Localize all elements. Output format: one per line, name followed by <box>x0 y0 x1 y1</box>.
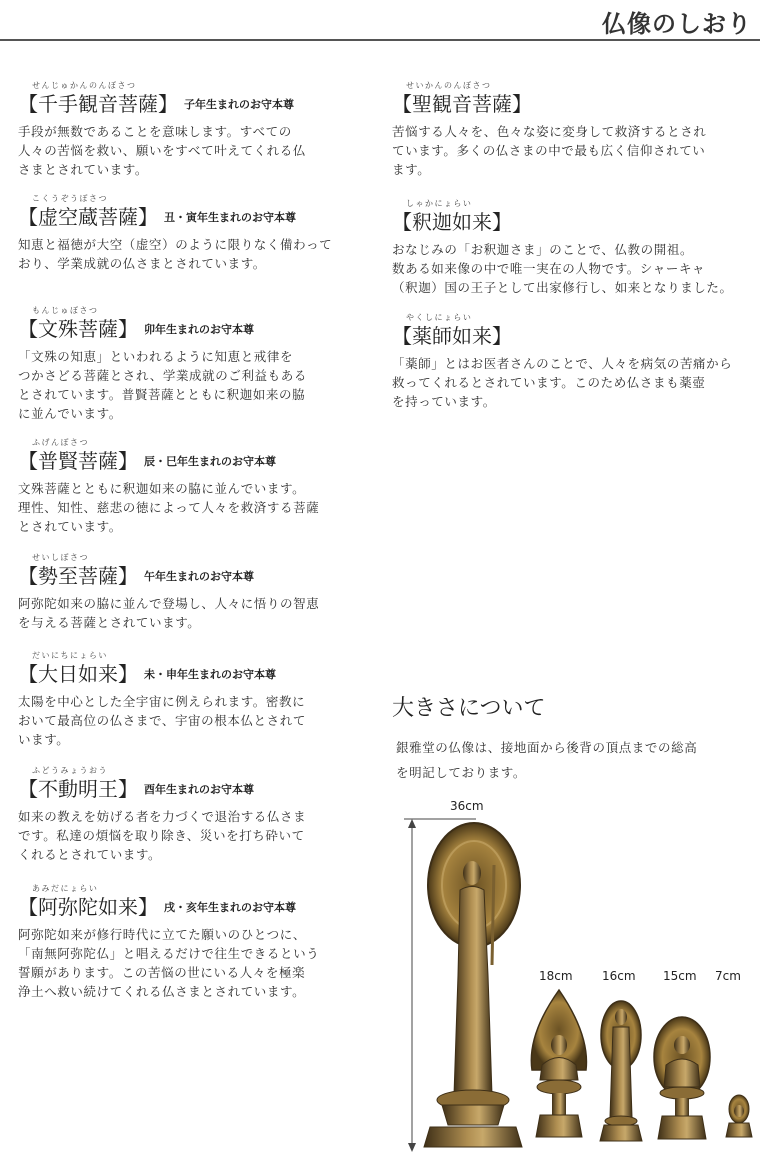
name-line <box>18 560 254 589</box>
bracket-open: 【 <box>18 895 38 919</box>
size-desc-line: 銀雅堂の仏像は、接地面から後背の頂点までの総高 <box>396 740 698 755</box>
description-line: 救ってくれるとされています。このため仏さまも薬壺 <box>392 375 706 390</box>
description-line: 人々の苦悩を救い、願いをすべて叶えてくれる仏 <box>18 143 306 158</box>
name-ruby: やくしにょらい <box>406 313 473 322</box>
description-line: 数ある如来像の中で唯一実在の人物です。シャーキャ <box>392 261 706 276</box>
statue-16cm <box>600 1001 642 1141</box>
description-line: 手段が無数であることを意味します。すべての <box>18 124 292 139</box>
header-rule <box>0 39 760 41</box>
buddha-name: 千手観音菩薩 <box>38 92 158 116</box>
description-line: 「文殊の知恵」といわれるように知恵と戒律を <box>18 349 294 364</box>
bracket-close: 】 <box>118 317 138 341</box>
description-line: 文殊菩薩とともに釈迦如来の脇に並んでいます。 <box>18 481 306 496</box>
name-ruby: せんじゅかんのんぼさつ <box>32 81 137 90</box>
description-line: 「薬師」とはお医者さんのことで、人々を病気の苦痛から <box>392 356 733 371</box>
buddha-description <box>392 354 732 411</box>
description-line: （釈迦）国の王子として出家修行し、如来となりました。 <box>392 280 733 295</box>
size-section-title: 大きさについて <box>392 696 546 721</box>
bracket-open: 【 <box>18 205 38 229</box>
buddha-description <box>18 594 319 632</box>
name-line <box>392 206 512 235</box>
description-line: 阿弥陀如来が修行時代に立てた願いのひとつに、 <box>18 927 306 942</box>
name-ruby: もんじゅぼさつ <box>32 306 99 315</box>
buddha-description <box>18 692 306 749</box>
statue-36cm <box>424 823 522 1147</box>
buddha-name: 薬師如来 <box>412 324 492 348</box>
name-ruby: しゃかにょらい <box>406 199 473 208</box>
statue-18cm <box>531 990 586 1137</box>
bracket-open: 【 <box>18 662 38 686</box>
size-desc-line: を明記しております。 <box>396 765 527 780</box>
size-section-desc <box>396 735 697 785</box>
name-line <box>18 773 254 802</box>
description-line: 太陽を中心とした全宇宙に例えられます。密教に <box>18 694 306 709</box>
page-title: 仏像のしおり <box>602 9 752 38</box>
size-label-18cm: 18cm <box>539 969 573 983</box>
bracket-open: 【 <box>392 324 412 348</box>
name-line <box>392 320 512 349</box>
bracket-close: 】 <box>118 777 138 801</box>
buddha-name: 普賢菩薩 <box>38 449 118 473</box>
bracket-close: 】 <box>492 324 512 348</box>
buddha-description <box>392 122 706 179</box>
bracket-close: 】 <box>158 92 178 116</box>
bracket-open: 【 <box>18 777 38 801</box>
buddha-name: 大日如来 <box>38 662 118 686</box>
description-line: さまとされています。 <box>18 162 149 177</box>
name-ruby: ふどうみょうおう <box>32 766 108 775</box>
buddha-name: 勢至菩薩 <box>38 564 118 588</box>
description-line: 浄土へ救い続けてくれる仏さまとされています。 <box>18 984 306 999</box>
name-line <box>18 88 294 117</box>
description-line: とされています。 <box>18 519 122 534</box>
description-line: 理性、知性、慈悲の徳によって人々を救済する菩薩 <box>18 500 320 515</box>
description-line: います。 <box>18 732 70 747</box>
description-line: 知恵と福徳が大空（虚空）のように限りなく備わって <box>18 237 333 252</box>
size-label-15cm: 15cm <box>663 969 697 983</box>
size-label-16cm: 16cm <box>602 969 636 983</box>
statues-illustration <box>392 795 760 1156</box>
page-header <box>0 0 760 44</box>
statue-15cm <box>654 1017 710 1139</box>
bracket-open: 【 <box>392 210 412 234</box>
name-ruby: こくうぞうぼさつ <box>32 194 108 203</box>
description-line: を与える菩薩とされています。 <box>18 615 201 630</box>
bracket-close: 】 <box>118 564 138 588</box>
name-line <box>18 445 276 474</box>
buddha-name: 釈迦如来 <box>412 210 492 234</box>
bracket-open: 【 <box>18 92 38 116</box>
description-line: おり、学業成就の仏さまとされています。 <box>18 256 266 271</box>
description-line: 「南無阿弥陀仏」と唱えるだけで往生できるという <box>18 946 320 961</box>
description-line: 如来の教えを妨げる者を力づくで退治する仏さま <box>18 809 307 824</box>
zodiac-subtitle: 辰・巳年生まれのお守本尊 <box>144 455 276 468</box>
size-label-7cm: 7cm <box>715 969 741 983</box>
description-line: ています。多くの仏さまの中で最も広く信仰されてい <box>392 143 706 158</box>
bracket-close: 】 <box>118 449 138 473</box>
zodiac-subtitle: 酉年生まれのお守本尊 <box>144 783 254 796</box>
buddha-description <box>18 479 319 536</box>
buddha-name: 聖観音菩薩 <box>412 92 512 116</box>
buddha-statues-photo <box>392 795 760 1156</box>
bracket-open: 【 <box>18 449 38 473</box>
name-ruby: だいにちにょらい <box>32 651 108 660</box>
description-line: 誓願があります。この苦悩の世にいる人々を極楽 <box>18 965 306 980</box>
description-line: 苦悩する人々を、色々な姿に変身して救済するとされ <box>392 124 707 139</box>
bracket-open: 【 <box>18 564 38 588</box>
buddha-name: 虚空蔵菩薩 <box>38 205 138 229</box>
name-ruby: ふげんぼさつ <box>32 438 89 447</box>
description-line: つかさどる菩薩とされ、学業成就のご利益もある <box>18 368 307 383</box>
bracket-close: 】 <box>138 205 158 229</box>
name-ruby: せいしぼさつ <box>32 553 89 562</box>
bracket-close: 】 <box>118 662 138 686</box>
description-line: くれるとされています。 <box>18 847 162 862</box>
description-line: おいて最高位の仏さまで、宇宙の根本仏とされて <box>18 713 306 728</box>
bracket-open: 【 <box>392 92 412 116</box>
bracket-close: 】 <box>512 92 532 116</box>
zodiac-subtitle: 卯年生まれのお守本尊 <box>144 323 254 336</box>
buddha-description <box>392 240 733 297</box>
buddha-name: 不動明王 <box>38 777 118 801</box>
name-line <box>18 891 296 920</box>
buddha-name: 文殊菩薩 <box>38 317 118 341</box>
name-line <box>18 658 276 687</box>
description-line: に並んでいます。 <box>18 406 122 421</box>
buddha-description <box>18 235 332 273</box>
buddha-description <box>18 122 306 179</box>
bracket-open: 【 <box>18 317 38 341</box>
zodiac-subtitle: 戌・亥年生まれのお守本尊 <box>164 901 296 914</box>
zodiac-subtitle: 午年生まれのお守本尊 <box>144 570 254 583</box>
buddha-description <box>18 925 319 1001</box>
description-line: です。私達の煩悩を取り除き、災いを打ち砕いて <box>18 828 305 843</box>
description-line: とされています。普賢菩薩とともに釈迦如来の脇 <box>18 387 306 402</box>
bracket-close: 】 <box>492 210 512 234</box>
buddha-name: 阿弥陀如来 <box>38 895 138 919</box>
bracket-close: 】 <box>138 895 158 919</box>
statue-7cm <box>726 1095 752 1137</box>
description-line: 阿弥陀如来の脇に並んで登場し、人々に悟りの智恵 <box>18 596 320 611</box>
name-line <box>18 313 254 342</box>
zodiac-subtitle: 子年生まれのお守本尊 <box>184 98 294 111</box>
name-line <box>392 88 532 117</box>
name-ruby: あみだにょらい <box>32 884 99 893</box>
description-line: ます。 <box>392 162 431 177</box>
zodiac-subtitle: 丑・寅年生まれのお守本尊 <box>164 211 296 224</box>
name-line <box>18 201 296 230</box>
buddha-description <box>18 347 307 423</box>
zodiac-subtitle: 未・申年生まれのお守本尊 <box>144 668 276 681</box>
description-line: おなじみの「お釈迦さま」のことで、仏教の開祖。 <box>392 242 694 257</box>
buddha-description <box>18 807 306 864</box>
size-label-36cm: 36cm <box>450 799 484 813</box>
description-line: を持っています。 <box>392 394 496 409</box>
name-ruby: せいかんのんぼさつ <box>406 81 492 90</box>
